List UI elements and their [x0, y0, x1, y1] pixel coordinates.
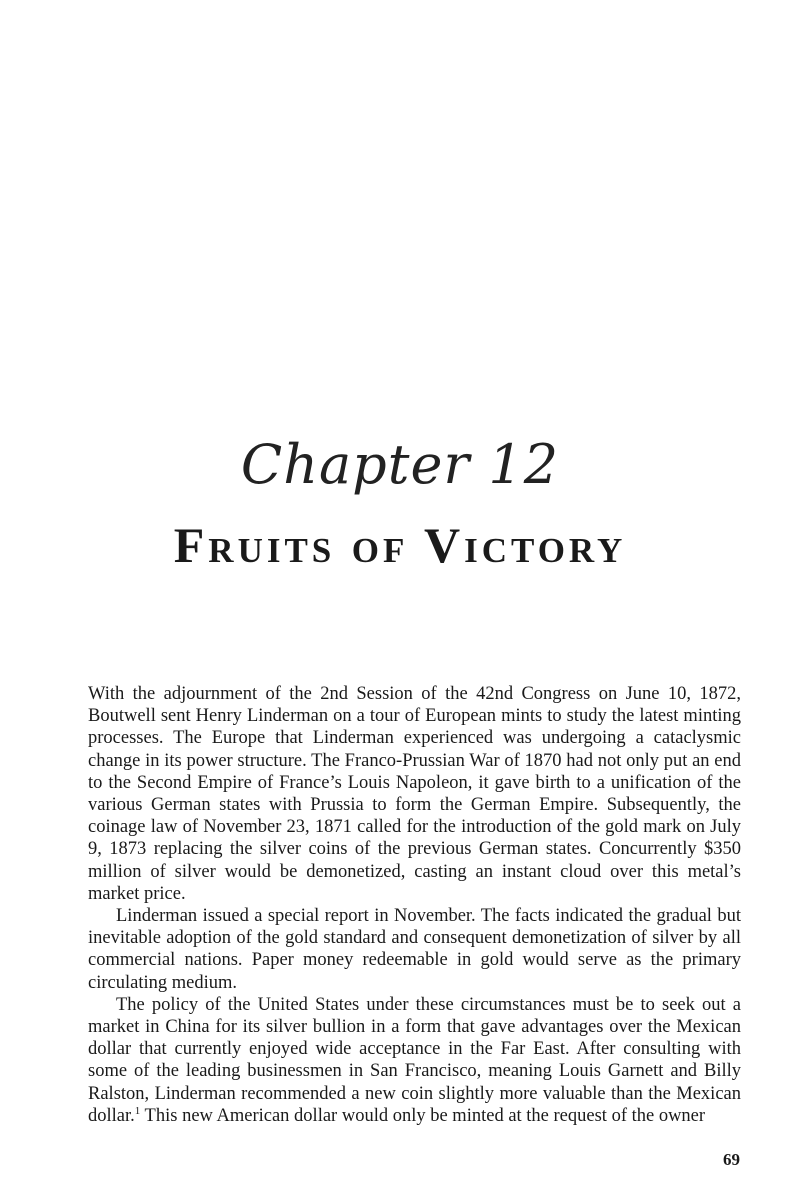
chapter-title: Fruits of Victory — [173, 517, 627, 573]
paragraph-1 — [88, 683, 741, 905]
body-text — [88, 683, 741, 1127]
paragraph-2-text: Linderman issued a special report in November. The facts indicated the gradual but inevitable adoption of the gold standard and consequent demonetization of silver by all commercial nations. Paper money redeemable in gold would serve as the primary circulating medium. — [88, 906, 741, 993]
paragraph-1-text: With the adjournment of the 2nd Session of the 42nd Congress on June 10, 1872, Boutwell sent Henry Linderman on a tour of European mints to study the latest minting processes. The Europe that Linderman experienced was undergoing a cataclysmic change in its power structure. The Franco-Prussian War of 1870 had not only put an end to the Second Empire of France’s Louis Napoleon, it gave birth to a unification of the various German states with Prussia to form the German Empire. Subsequently, the coinage law of November 23, 1871 called for the introduction of the gold mark on July 9, 1873 replacing the silver coins of the previous German states. Concurrently $350 million of silver would be demonetized, casting an instant cloud over this metal’s market price. — [88, 684, 741, 904]
paragraph-3 — [88, 994, 741, 1127]
paragraph-2 — [88, 905, 741, 994]
footnote-marker[interactable]: 1 — [134, 1104, 141, 1117]
paragraph-3-continuation: This new American dollar would only be minted at the request of the owner — [140, 1105, 706, 1126]
paragraph-3-text: The policy of the United States under these circumstances must be to seek out a market in China for its silver bullion in a form that gave advantages over the Mexican dollar that currently enjoyed wide acceptance in the Far East. After consulting with some of the leading businessmen in San Francisco, meaning Louis Garnett and Billy Ralston, Linderman recommended a new coin slightly more valuable than the Mexican dollar. — [88, 994, 741, 1126]
page-number: 69 — [723, 1150, 740, 1169]
chapter-label: Chapter 12 — [240, 433, 560, 496]
